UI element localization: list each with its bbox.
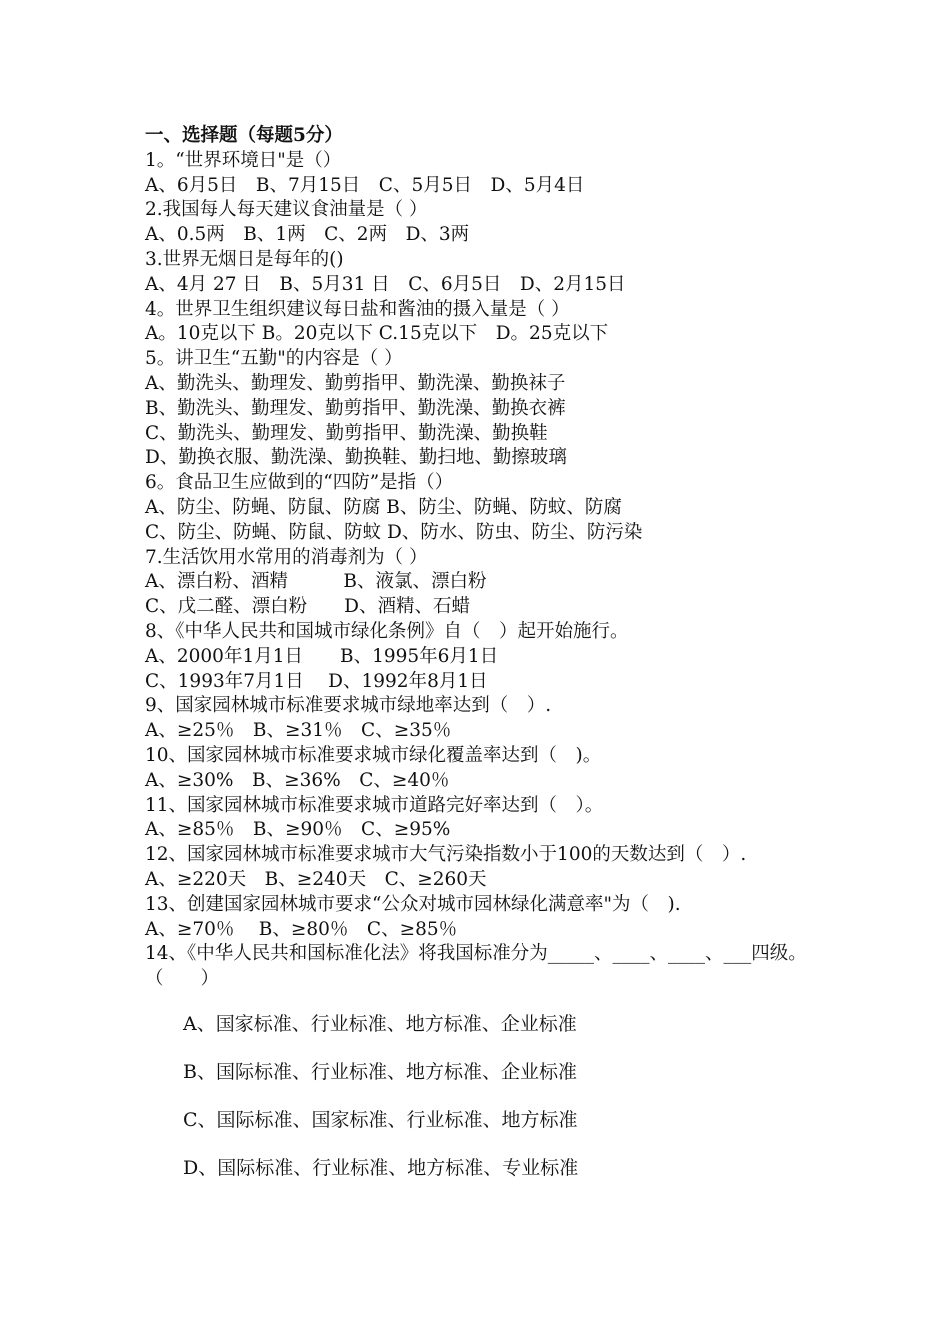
- question-14-option-c: C、国际标准、国家标准、行业标准、地方标准: [183, 1108, 578, 1131]
- question-9-options: A、≥25％ B、≥31％ C、≥35％: [145, 720, 452, 742]
- question-5-option-a: A、勤洗头、勤理发、勤剪指甲、勤洗澡、勤换袜子: [145, 372, 566, 394]
- question-list: [145, 124, 825, 1192]
- question-7-options-ab: A、漂白粉、酒精 B、液氯、漂白粉: [145, 571, 487, 593]
- question-5-option-c: C、勤洗头、勤理发、勤剪指甲、勤洗澡、勤换鞋: [145, 422, 548, 444]
- question-10-options: A、≥30% B、≥36% C、≥40％: [145, 769, 450, 791]
- question-14-option-b: B、国际标准、行业标准、地方标准、企业标准: [183, 1060, 577, 1083]
- question-4: 4。世界卫生组织建议每日盐和酱油的摄入量是（ ）: [145, 298, 570, 320]
- question-7-options-cd: C、戊二醛、漂白粉 D、酒精、石蜡: [145, 596, 470, 618]
- question-8-options-ab: A、2000年1月1日 B、1995年6月1日: [145, 645, 499, 667]
- question-14-option-d: D、国际标准、行业标准、地方标准、专业标准: [183, 1156, 579, 1179]
- question-9: 9、国家园林城市标准要求城市绿地率达到（ ）.: [145, 695, 552, 717]
- question-13-options: A、≥70％ B、≥80％ C、≥85％: [145, 918, 458, 940]
- question-3: 3.世界无烟日是每年的(): [145, 248, 344, 270]
- question-8: 8、《中华人民共和国城市绿化条例》自（ ）起开始施行。: [145, 620, 629, 642]
- question-5-option-b: B、勤洗头、勤理发、勤剪指甲、勤洗澡、勤换衣裤: [145, 397, 566, 419]
- question-6-options-cd: C、防尘、防蝇、防鼠、防蚊 D、防水、防虫、防尘、防污染: [145, 521, 643, 543]
- question-13: 13、创建国家园林城市要求“公众对城市园林绿化满意率"为（ ).: [145, 893, 681, 915]
- question-12-options: A、≥220天 B、≥240天 C、≥260天: [145, 868, 487, 890]
- section-title: 一、选择题（每题5分）: [145, 125, 343, 146]
- question-14-option-a: A、国家标准、行业标准、地方标准、企业标准: [183, 1012, 577, 1035]
- question-6: 6。食品卫生应做到的“四防”是指（）: [145, 472, 454, 494]
- question-11-options: A、≥85％ B、≥90％ C、≥95%: [145, 819, 451, 841]
- question-8-options-cd: C、1993年7月1日 D、1992年8月1日: [145, 670, 488, 692]
- question-12: 12、国家园林城市标准要求城市大气污染指数小于100的天数达到（ ）.: [145, 844, 747, 866]
- question-3-options: A、4月 27 日 B、5月31 日 C、6月5日 D、2月15日: [145, 273, 626, 295]
- question-6-options-ab: A、防尘、防蝇、防鼠、防腐 B、防尘、防蝇、防蚊、防腐: [145, 496, 622, 518]
- question-5: 5。讲卫生“五勤"的内容是（ ）: [145, 348, 403, 370]
- question-2: 2.我国每人每天建议食油量是（ ）: [145, 199, 428, 221]
- question-7: 7.生活饮用水常用的消毒剂为（ ）: [145, 546, 428, 568]
- question-11: 11、国家园林城市标准要求城市道路完好率达到（ ）。: [145, 794, 604, 816]
- question-4-options: A。10克以下 B。20克以下 C.15克以下 D。25克以下: [145, 323, 609, 345]
- question-2-options: A、0.5两 B、1两 C、2两 D、3两: [145, 224, 470, 246]
- question-5-option-d: D、勤换衣服、勤洗澡、勤换鞋、勤扫地、勤擦玻璃: [145, 447, 567, 469]
- question-10: 10、国家园林城市标准要求城市绿化覆盖率达到（ )。: [145, 744, 602, 766]
- question-1-options: A、6月5日 B、7月15日 C、5月5日 D、5月4日: [145, 174, 585, 196]
- question-1: 1。“世界环境日"是（）: [145, 149, 342, 171]
- question-14: 14、《中华人民共和国标准化法》将我国标准分为_____、____、____、___四级。（ ）: [145, 943, 807, 990]
